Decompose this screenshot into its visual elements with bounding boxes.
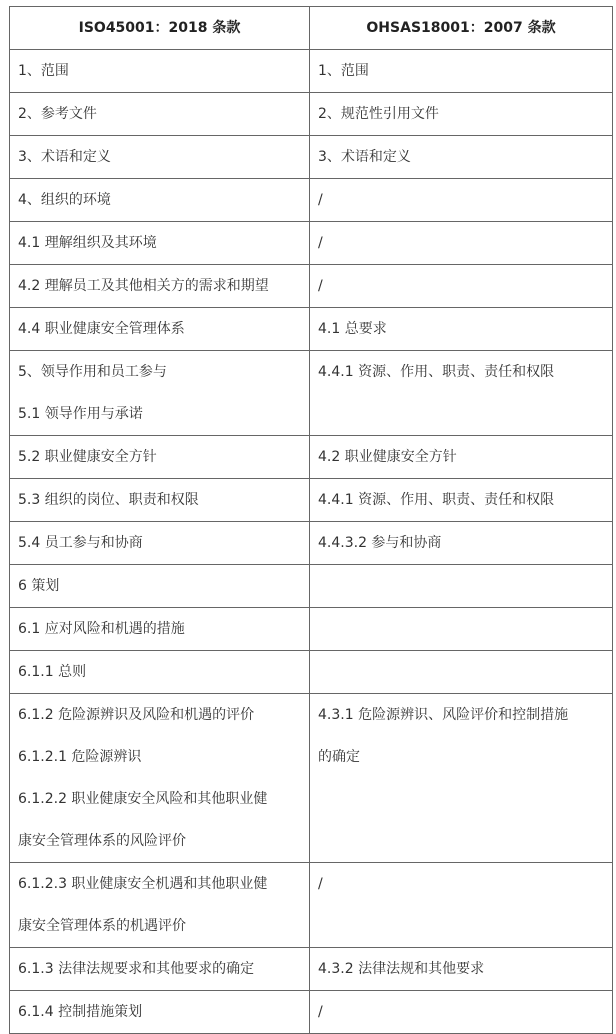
- ohsas18001-clause-cell: [310, 565, 613, 608]
- table-row: [10, 522, 613, 565]
- clause-text: 5.1 领导作用与承诺: [18, 406, 143, 422]
- iso45001-clause-cell: [10, 436, 310, 479]
- iso45001-clause-cell: [10, 93, 310, 136]
- table-row: [10, 863, 613, 948]
- ohsas18001-clause-cell: [310, 948, 613, 991]
- iso45001-clause-cell: [10, 694, 310, 863]
- clause-text: 6.1.2.3 职业健康安全机遇和其他职业健: [18, 876, 268, 892]
- table-row: [10, 651, 613, 694]
- clause-text: 5.4 员工参与和协商: [18, 535, 143, 551]
- iso45001-clause-cell: [10, 651, 310, 694]
- table-row: [10, 308, 613, 351]
- clause-text: 2、参考文件: [18, 106, 97, 122]
- clause-text: 4.3.1 危险源辨识、风险评价和控制措施: [318, 707, 569, 723]
- table-row: [10, 948, 613, 991]
- iso45001-clause-cell: [10, 948, 310, 991]
- clause-text: /: [318, 278, 323, 294]
- clause-text: 4.2 理解员工及其他相关方的需求和期望: [18, 278, 269, 294]
- table-row: [10, 222, 613, 265]
- clause-text: 4.4.1 资源、作用、职责、责任和权限: [318, 492, 555, 508]
- clause-text: 6.1.2 危险源辨识及风险和机遇的评价: [18, 707, 255, 723]
- clause-text: 4、组织的环境: [18, 192, 111, 208]
- ohsas18001-clause-cell: [310, 50, 613, 93]
- clause-text: /: [318, 1004, 323, 1020]
- ohsas18001-clause-cell: [310, 351, 613, 436]
- table-body: [10, 50, 613, 1034]
- iso45001-clause-cell: [10, 991, 310, 1034]
- clause-text: 6.1 应对风险和机遇的措施: [18, 621, 185, 637]
- ohsas18001-clause-cell: [310, 522, 613, 565]
- table-row: [10, 265, 613, 308]
- clause-text: 6.1.3 法律法规要求和其他要求的确定: [18, 961, 255, 977]
- clause-comparison-table: [9, 6, 613, 1034]
- table-row: [10, 351, 613, 436]
- clause-text: 康安全管理体系的风险评价: [18, 833, 186, 849]
- clause-text: 4.2 职业健康安全方针: [318, 449, 457, 465]
- ohsas18001-clause-cell: [310, 179, 613, 222]
- clause-text: /: [318, 876, 323, 892]
- ohsas18001-clause-cell: [310, 651, 613, 694]
- table-row: [10, 608, 613, 651]
- clause-text: 的确定: [318, 749, 360, 765]
- clause-text: 5.2 职业健康安全方针: [18, 449, 157, 465]
- clause-text: 4.3.2 法律法规和其他要求: [318, 961, 485, 977]
- iso45001-clause-cell: [10, 522, 310, 565]
- iso45001-clause-cell: [10, 136, 310, 179]
- table-row: [10, 565, 613, 608]
- iso45001-clause-cell: [10, 351, 310, 436]
- clause-text: 4.1 总要求: [318, 321, 387, 337]
- clause-text: 3、术语和定义: [18, 149, 111, 165]
- ohsas18001-clause-cell: [310, 863, 613, 948]
- table-row: [10, 179, 613, 222]
- clause-text: 3、术语和定义: [318, 149, 411, 165]
- clause-text: 2、规范性引用文件: [318, 106, 439, 122]
- clause-text: /: [318, 235, 323, 251]
- ohsas18001-clause-cell: [310, 991, 613, 1034]
- clause-text: 4.4.1 资源、作用、职责、责任和权限: [318, 364, 555, 380]
- clause-text: 6.1.2.1 危险源辨识: [18, 749, 142, 765]
- ohsas18001-clause-cell: [310, 479, 613, 522]
- clause-text: 6.1.2.2 职业健康安全风险和其他职业健: [18, 791, 268, 807]
- ohsas18001-clause-cell: [310, 308, 613, 351]
- ohsas18001-clause-cell: [310, 436, 613, 479]
- table-row: [10, 50, 613, 93]
- iso45001-clause-cell: [10, 222, 310, 265]
- header-iso45001: ISO45001：2018 条款: [10, 7, 310, 50]
- table-row: [10, 436, 613, 479]
- clause-text: 6.1.4 控制措施策划: [18, 1004, 143, 1020]
- iso45001-clause-cell: [10, 265, 310, 308]
- iso45001-clause-cell: [10, 179, 310, 222]
- clause-text: 康安全管理体系的机遇评价: [18, 918, 186, 934]
- iso45001-clause-cell: [10, 308, 310, 351]
- clause-text: 4.4 职业健康安全管理体系: [18, 321, 185, 337]
- header-ohsas18001: OHSAS18001：2007 条款: [310, 7, 613, 50]
- table-row: [10, 93, 613, 136]
- clause-text: 6.1.1 总则: [18, 664, 87, 680]
- clause-text: 1、范围: [318, 63, 369, 79]
- clause-text: 5.3 组织的岗位、职责和权限: [18, 492, 199, 508]
- clause-text: 1、范围: [18, 63, 69, 79]
- table-row: [10, 136, 613, 179]
- iso45001-clause-cell: [10, 479, 310, 522]
- table-row: [10, 694, 613, 863]
- clause-text: 5、领导作用和员工参与: [18, 364, 167, 380]
- clause-text: 4.4.3.2 参与和协商: [318, 535, 442, 551]
- ohsas18001-clause-cell: [310, 222, 613, 265]
- clause-text: /: [318, 192, 323, 208]
- ohsas18001-clause-cell: [310, 608, 613, 651]
- ohsas18001-clause-cell: [310, 694, 613, 863]
- iso45001-clause-cell: [10, 50, 310, 93]
- clause-text: 4.1 理解组织及其环境: [18, 235, 157, 251]
- ohsas18001-clause-cell: [310, 265, 613, 308]
- iso45001-clause-cell: [10, 565, 310, 608]
- ohsas18001-clause-cell: [310, 93, 613, 136]
- iso45001-clause-cell: [10, 863, 310, 948]
- clause-text: 6 策划: [18, 578, 60, 594]
- table-header-row: [10, 7, 613, 50]
- table-row: [10, 991, 613, 1034]
- table-row: [10, 479, 613, 522]
- iso45001-clause-cell: [10, 608, 310, 651]
- ohsas18001-clause-cell: [310, 136, 613, 179]
